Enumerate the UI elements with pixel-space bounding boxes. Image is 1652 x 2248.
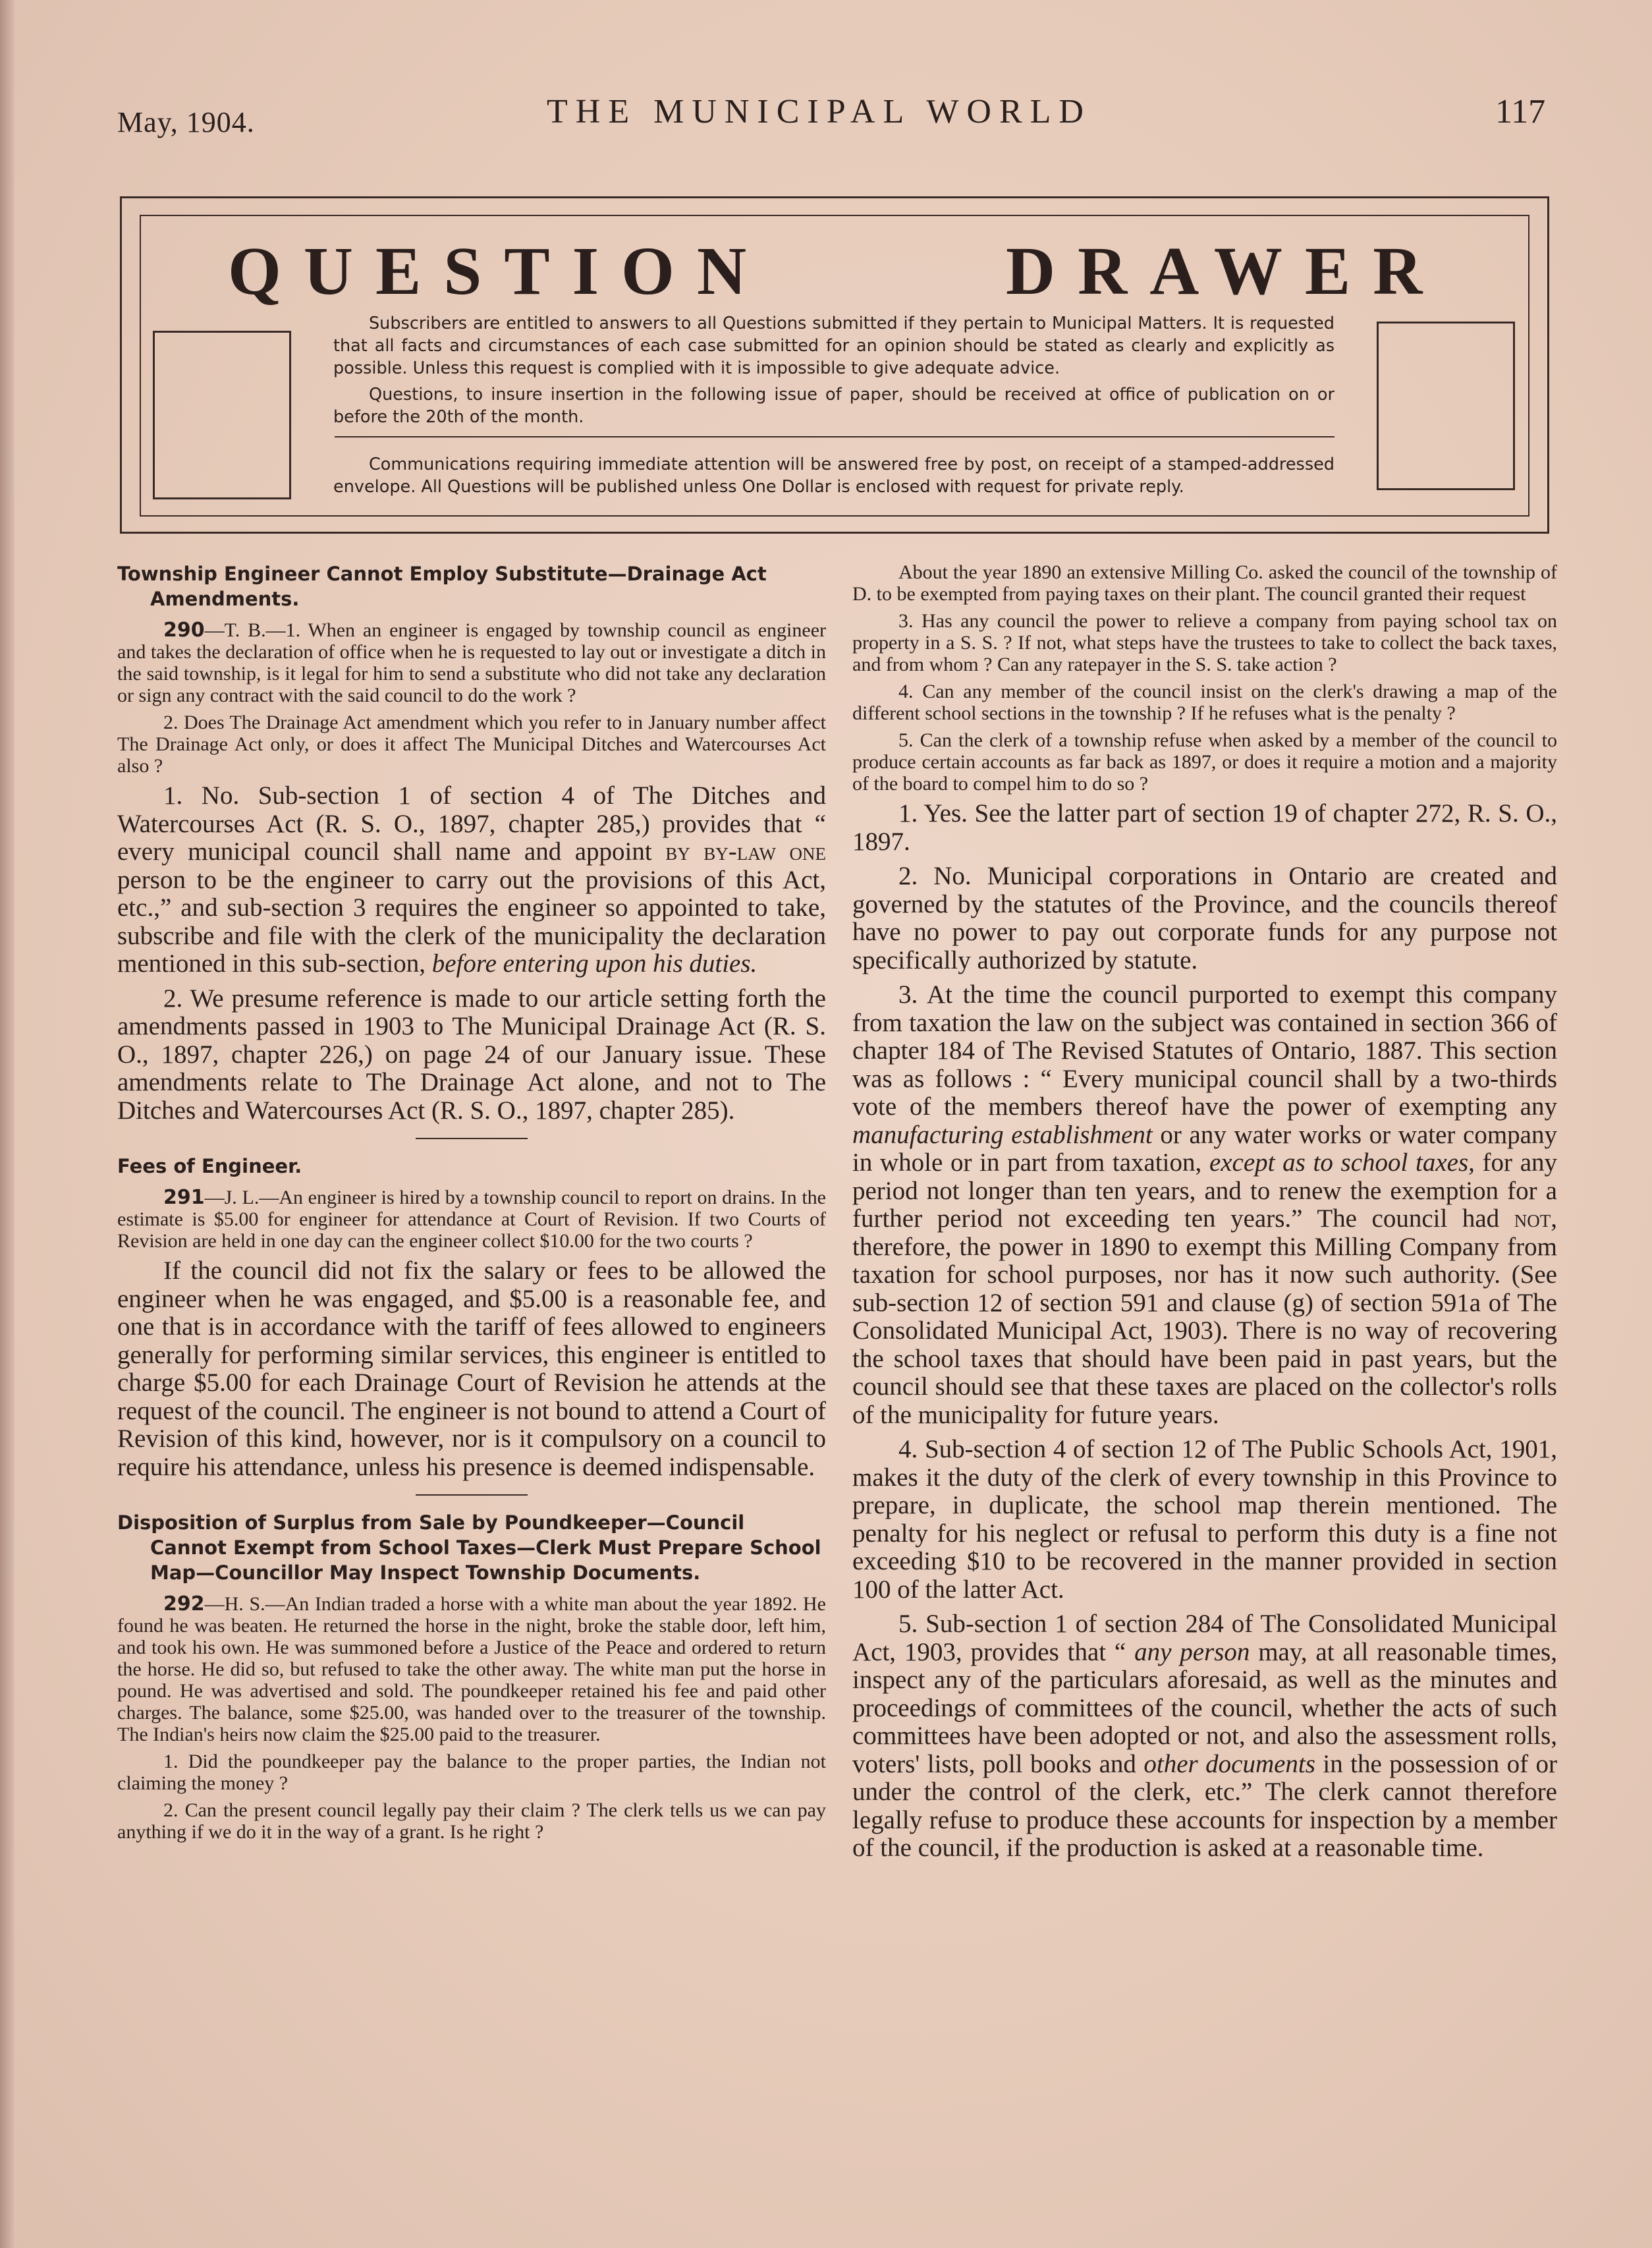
left-column: [117, 561, 826, 1848]
right-column: [852, 561, 1557, 1869]
answer-text: 2. No. Municipal corporations in Ontario are created and governed by the statutes of the Province, and the councils thereof have no power to pay out corporate funds for any purpose not specifically authorized by statute.: [852, 862, 1557, 974]
question-text: 2. Can the present council legally pay their claim ? The clerk tells us we can pay anything if we do it in the way of a grant. Is he right ?: [117, 1799, 826, 1843]
issue-date: May, 1904.: [117, 106, 255, 138]
question-heading: Fees of Engineer.: [117, 1155, 302, 1177]
question-number: 291: [163, 1186, 205, 1209]
answer-text: 2. We presume reference is made to our article setting forth the amendments passed in 1903 to The Municipal Drainage Act (R. S. O., 1897, chapter 226,) on page 24 of our January issue. These amendments relate to The Drainage Act alone, and not to The Ditches and Watercourses Act (R. S. O., 1897, chapter 285).: [117, 984, 826, 1125]
answer-text: 1. No. Sub-section 1 of section 4 of The Ditches and Watercourses Act (R. S. O., 1897, chapter 285,) provides that “ every municipal council shall name and appoint by by-law one person to be the engineer to carry out the provisions of this Act, etc.,” and sub-section 3 requires the engineer so appointed to take, subscribe and file with the clerk of the municipality the declaration mentioned in this sub-section, before entering upon his duties.: [117, 781, 827, 978]
question-heading: Township Engineer Cannot Employ Substitute—Drainage Act Amendments.: [117, 563, 767, 610]
question-text: 1. Did the poundkeeper pay the balance to the proper parties, the Indian not claiming the money ?: [117, 1751, 826, 1794]
answer-text: 3. At the time the council purported to exempt this company from taxation the law on the subject was contained in section 366 of chapter 184 of The Revised Statutes of Ontario, 1887. This section was as follows : “ Every municipal council shall by a two-thirds vote of the members thereof have the power of exempting any manufacturing establishment or any water works or water company in whole or in part from taxation, except as to school taxes, for any period not longer than ten years, and to renew the exemption for a further period not exceeding ten years.” The council had not, therefore, the power in 1890 to exempt this Milling Company from taxation for school purposes, nor has it now such authority. (See sub-section 12 of section 591 and clause (g) of section 591a of The Consolidated Municipal Act, 1903). There is no way of recovering the school taxes that should have been paid in past years, but the council should see that these taxes are placed on the collector's rolls of the municipality for future years.: [852, 980, 1557, 1429]
answer-text: If the council did not fix the salary or fees to be allowed the engineer when he was engaged, and $5.00 is a reasonable fee, and one that is in accordance with the tariff of fees allowed to engineers generally for performing similar services, this engineer is entitled to charge $5.00 for each Drainage Court of Revision he attends at the request of the council. The engineer is not bound to attend a Court of Revision of this kind, however, nor is it compulsory on a council to require his attendance, unless his presence is deemed indispensable.: [117, 1256, 826, 1481]
question-text: 2. Does The Drainage Act amendment which you refer to in January number affect The Drainage Act only, or does it affect The Municipal Ditches and Watercourses Act also ?: [117, 712, 826, 777]
notice-paragraph: Questions, to insure insertion in the following issue of paper, should be received at office of publication on or before the 20th of the month.: [333, 385, 1335, 427]
notice-paragraph: Communications requiring immediate attention will be answered free by post, on receipt of a stamped-addressed envelope. All Questions will be published unless One Dollar is enclosed with request for private reply.: [333, 455, 1335, 497]
question-text: 3. Has any council the power to relieve a company from paying school tax on property in a S. S. ? If not, what steps have the trustees to take to collect the back taxes, and from whom ? Can any ratepayer in the S. S. take action ?: [852, 610, 1557, 675]
question-text: About the year 1890 an extensive Milling Co. asked the council of the township of D. to be exempted from paying taxes on their plant. The council granted their request: [852, 561, 1557, 605]
question-text: 290—T. B.—1. When an engineer is engaged by township council as engineer and takes the declaration of office when he is requested to lay out or investigate a ditch in the said township, is it legal for him to send a substitute who did not take any declaration or sign any contract with the said council to do the work ?: [117, 619, 826, 706]
question-text: 4. Can any member of the council insist on the clerk's drawing a map of the different school sections in the township ? If he refuses what is the penalty ?: [852, 681, 1557, 724]
question-text: 291—J. L.—An engineer is hired by a township council to report on drains. In the estimate is $5.00 for engineer for attendance at Court of Revision. If two Courts of Revision are held in one day can the engineer collect $10.00 for the two courts ?: [117, 1186, 826, 1252]
section-separator: [416, 1494, 528, 1496]
question-number: 290: [163, 619, 205, 642]
page-number: 117: [1495, 93, 1546, 130]
question-text: 292—H. S.—An Indian traded a horse with a white man about the year 1892. He found he was beaten. He returned the horse in the night, broke the stable door, left him, and took his own. He was summoned before a Justice of the Peace and ordered to return the horse. He did so, but refused to take the other away. The white man put the horse in pound. He was advertised and sold. The poundkeeper retained his fee and paid other charges. The balance, some $25.00, was handed over to the treasurer of the township. The Indian's heirs now claim the $25.00 paid to the treasurer.: [117, 1592, 826, 1745]
notice-divider: [335, 436, 1335, 437]
question-number: 292: [163, 1592, 205, 1616]
answer-text: 1. Yes. See the latter part of section 19 of chapter 272, R. S. O., 1897.: [852, 799, 1557, 856]
question-heading: Disposition of Surplus from Sale by Poundkeeper—Council Cannot Exempt from School Taxes—Clerk Must Prepare School Map—Councillor May Inspect Township Documents.: [117, 1511, 821, 1584]
notice-ornament-right: [1377, 322, 1515, 490]
section-separator: [416, 1138, 528, 1139]
section-title: QUESTION DRAWER: [228, 233, 1445, 309]
notice-paragraph: Subscribers are entitled to answers to all Questions submitted if they pertain to Municipal Matters. It is requested that all facts and circumstances of each case submitted for an opinion should be stated as clearly and explicitly as possible. Unless this request is complied with it is impossible to give adequate advice.: [333, 314, 1335, 378]
binding-edge: [0, 0, 14, 2248]
answer-text: 5. Sub-section 1 of section 284 of The Consolidated Municipal Act, 1903, provides that “ any person may, at all reasonable times, inspect any of the particulars aforesaid, as well as the minutes and proceedings of committees of the council, whether the acts of such committees have been adopted or not, and also the assessment rolls, voters' lists, poll books and other documents in the possession of or under the control of the clerk, etc.” The clerk cannot therefore legally refuse to produce these accounts for inspection by a member of the council, if the production is asked at a reasonable time.: [852, 1610, 1557, 1862]
question-text: 5. Can the clerk of a township refuse when asked by a member of the council to produce certain accounts as far back as 1897, or does it require a motion and a majority of the board to compel him to do so ?: [852, 729, 1557, 795]
answer-text: 4. Sub-section 4 of section 12 of The Public Schools Act, 1901, makes it the duty of the clerk of every township in this Province to prepare, in duplicate, the school map therein mentioned. The penalty for his neglect or refusal to perform this duty is a fine not exceeding $10 to be recovered in the manner provided in section 100 of the latter Act.: [852, 1435, 1557, 1604]
notice-ornament-left: [153, 331, 291, 499]
publication-title: THE MUNICIPAL WORLD: [547, 93, 1091, 130]
